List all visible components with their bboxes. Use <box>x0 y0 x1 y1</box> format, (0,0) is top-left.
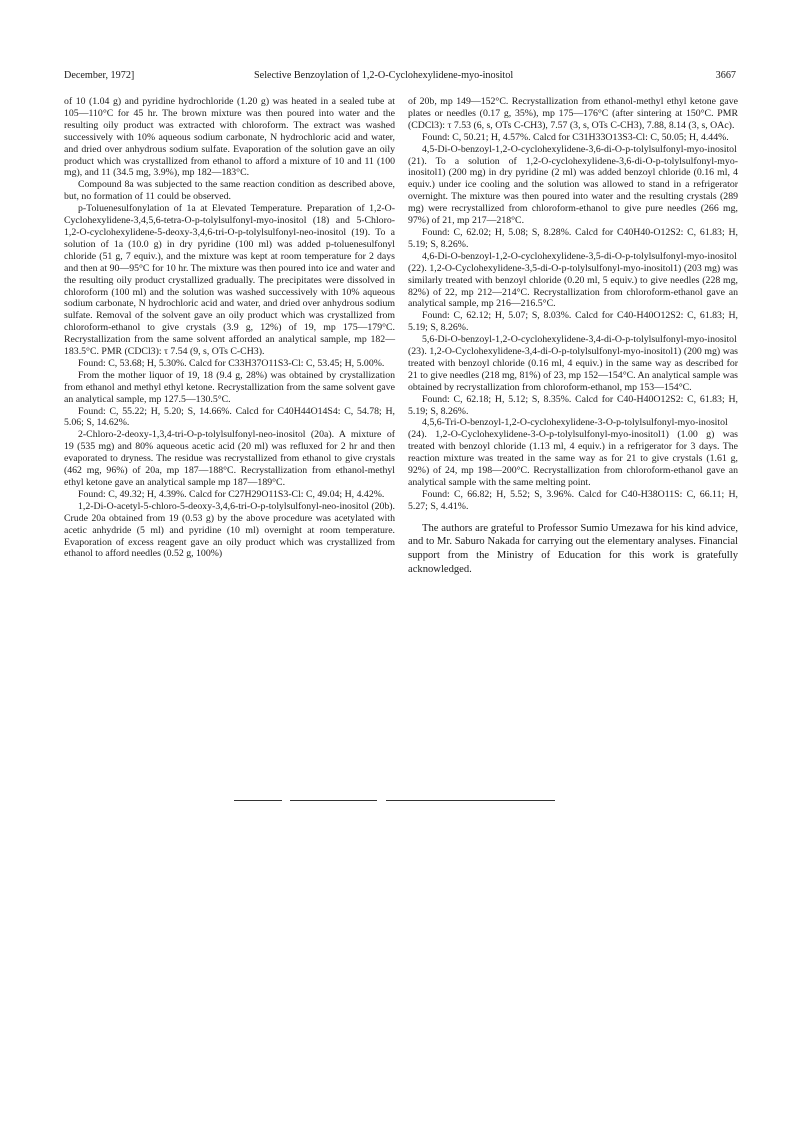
end-rule <box>290 800 377 801</box>
left-column <box>64 96 395 560</box>
header-date: December, 1972] <box>64 70 135 81</box>
paragraph: 4,6-Di-O-benzoyl-1,2-O-cyclohexylidene-3,5-di-O-p-tolylsulfonyl-myo-inositol (22). 1,2-O-Cyclohexylidene-3,5-di-O-p-tolylsulfonyl-myo-inositol1) (203 mg) was similarly treated with benzoyl chloride (0.20 ml, 5 equiv.) to give needles (228 mg, 82%) of 22, mp 212—214°C. Recrystallization from chloroform-ethanol gave an analytical sample, mp 216—216.5°C. <box>408 250 738 310</box>
right-column <box>408 96 738 576</box>
paragraph: p-Toluenesulfonylation of 1a at Elevated Temperature. Preparation of 1,2-O-Cyclohexylidene-3,4,5,6-tetra-O-p-tolylsulfonyl-myo-inositol (18) and 5-Chloro-1,2-O-cyclohexylidene-5-deoxy-3,4,6-tri-O-p-tolylsulfonyl-neo-inositol (19). To a solution of 1a (10.0 g) in dry pyridine (100 ml) was added p-toluenesulfonyl chloride (51 g, 7 equiv.), and the mixture was kept at room temperature for 2 days and then at 90—95°C for 10 hr. The mixture was then poured into ice and water and the resulting oily product crystallized gradually. The precipitates were dissolved in chloroform (100 ml) and the solution was washed successively with 10% aqueous sodium carbonate, N hydrochloric acid and water, and dried over anhydrous sodium sulfate. Removal of the solvent gave an oily product which was crystallized from chloroform-ethanol to give crystals (3.9 g, 12%) of 19, mp 175—179°C. Recrystallization from the same solvent afforded an analytical sample, mp 182—183.5°C. PMR (CDCl3): τ 7.54 (9, s, OTs C-CH3). <box>64 203 395 358</box>
acknowledgment: The authors are grateful to Professor Sumio Umezawa for his kind advice, and to Mr. Saburo Nakada for carrying out the elementary analyses. Financial support from the Ministry of Education for this work is gratefully acknowledged. <box>408 522 738 575</box>
analysis-line: Found: C, 49.32; H, 4.39%. Calcd for C27H29O11S3-Cl: C, 49.04; H, 4.42%. <box>78 488 385 500</box>
paragraph: of 20b, mp 149—152°C. Recrystallization from ethanol-methyl ethyl ketone gave plates or needles (0.17 g, 35%), mp 175—176°C (after sintering at 150°C. PMR (CDCl3): τ 7.53 (6, s, OTs C-CH3), 7.57 (3, s, OTs C-CH3), 7.88, 8.14 (3, s, OAc). <box>408 96 738 131</box>
paragraph: of 10 (1.04 g) and pyridine hydrochloride (1.20 g) was heated in a sealed tube at 105—110°C for 45 hr. The brown mixture was then poured into water and the resulting oily product was extracted with chloroform. The extract was washed successively with 10% aqueous sodium carbonate, N hydrochloric acid and water, and dried over anhydrous sodium sulfate. Evaporation of the solution gave an oily product which was crystallized from ethanol to afford a mixture of 10 and 11 (100 mg), and 11 (34.5 mg, 3.9%), mp 182—183°C. <box>64 96 395 179</box>
end-rule <box>234 800 282 801</box>
analysis-line: Found: C, 62.12; H, 5.07; S, 8.03%. Calcd for C40-H40O12S2: C, 61.83; H, 5.19; S, 8.26%. <box>408 310 738 334</box>
paragraph: 4,5,6-Tri-O-benzoyl-1,2-O-cyclohexylidene-3-O-p-tolylsulfonyl-myo-inositol (24). 1,2-O-Cyclohexylidene-3-O-p-tolylsulfonyl-myo-inositol1) (1.00 g) was treated with benzoyl chloride (1.13 ml, 4 equiv.) in a refrigerator for 3 days. The reaction mixture was treated in the same way as for 21 to give crystals (1.61 g, 92%) of 24, mp 198—200°C. Recrystallization from chloroform-ethanol gave an analytical sample with the same melting point. <box>408 417 738 488</box>
paragraph: 5,6-Di-O-benzoyl-1,2-O-cyclohexylidene-3,4-di-O-p-tolylsulfonyl-myo-inositol (23). 1,2-O-Cyclohexylidene-3,4-di-O-p-tolylsulfonyl-myo-inositol1) (200 mg) was treated with benzoyl chloride (0.16 ml, 4 equiv.) in the same way as described for 21 to give needles (218 mg, 81%) of 23, mp 152—154°C. An analytical sample was obtained by recrystallization from chloroform-ethanol, mp 153—154°C. <box>408 334 738 393</box>
analysis-line: Found: C, 55.22; H, 5.20; S, 14.66%. Calcd for C40H44O14S4: C, 54.78; H, 5.06; S, 14.62%. <box>64 405 395 429</box>
analysis-line: Found: C, 62.18; H, 5.12; S, 8.35%. Calcd for C40-H40O12S2: C, 61.83; H, 5.19; S, 8.26%. <box>408 393 738 417</box>
paragraph: From the mother liquor of 19, 18 (9.4 g, 28%) was obtained by crystallization from ethanol and methyl ethyl ketone. Recrystallization from the same solvent gave an analytical sample, mp 127.5—130.5°C. <box>64 369 395 405</box>
end-rule <box>386 800 555 801</box>
analysis-line: Found: C, 62.02; H, 5.08; S, 8.28%. Calcd for C40H40-O12S2: C, 61.83; H, 5.19; S, 8.26%. <box>408 226 738 250</box>
header-page-number: 3667 <box>715 70 736 81</box>
paragraph: 1,2-Di-O-acetyl-5-chloro-5-deoxy-3,4,6-tri-O-p-tolylsulfonyl-neo-inositol (20b). Crude 20a obtained from 19 (0.53 g) by the above procedure was acetylated with acetic anhydride (5 ml) and pyridine (10 ml) overnight at room temperature. Evaporation of excess reagent gave an oily product which was crystallized from ethanol to afford needles (0.52 g, 100%) <box>64 500 395 560</box>
paragraph: Compound 8a was subjected to the same reaction condition as described above, but, no formation of 11 could be observed. <box>64 179 395 203</box>
analysis-line: Found: C, 53.68; H, 5.30%. Calcd for C33H37O11S3-Cl: C, 53.45; H, 5.00%. <box>78 357 385 369</box>
paragraph: 2-Chloro-2-deoxy-1,3,4-tri-O-p-tolylsulfonyl-neo-inositol (20a). A mixture of 19 (535 mg) and 80% aqueous acetic acid (20 ml) was refluxed for 2 hr and then evaporated to dryness. The residue was recrystallized from ethanol to give crystals (462 mg, 96%) of 20a, mp 187—188°C. Recrystallization from ethanol-methyl ethyl ketone gave an analytical sample mp 187—189°C. <box>64 429 395 488</box>
header-running-title: Selective Benzoylation of 1,2-O-Cyclohexylidene-myo-inositol <box>254 70 514 81</box>
analysis-line: Found: C, 66.82; H, 5.52; S, 3.96%. Calcd for C40-H38O11S: C, 66.11; H, 5.27; S, 4.41%. <box>408 488 738 512</box>
running-header <box>64 70 736 84</box>
paragraph: 4,5-Di-O-benzoyl-1,2-O-cyclohexylidene-3,6-di-O-p-tolylsulfonyl-myo-inositol (21). To a solution of 1,2-O-cyclohexylidene-3,6-di-O-p-tolylsulfonyl-myo-inositol1) (200 mg) in dry pyridine (2 ml) was added benzoyl chloride (0.16 ml, 4 equiv.) under ice cooling and the solution was allowed to stand in a refrigerator overnight. The mixture was then poured into water and the resulting crystals (289 mg) were recrystallized from chloroform-ethanol to give pure needles (266 mg, 97%) of 21, mp 217—218°C. <box>408 143 738 227</box>
analysis-line: Found: C, 50.21; H, 4.57%. Calcd for C31H33O13S3-Cl: C, 50.05; H, 4.44%. <box>422 131 729 143</box>
